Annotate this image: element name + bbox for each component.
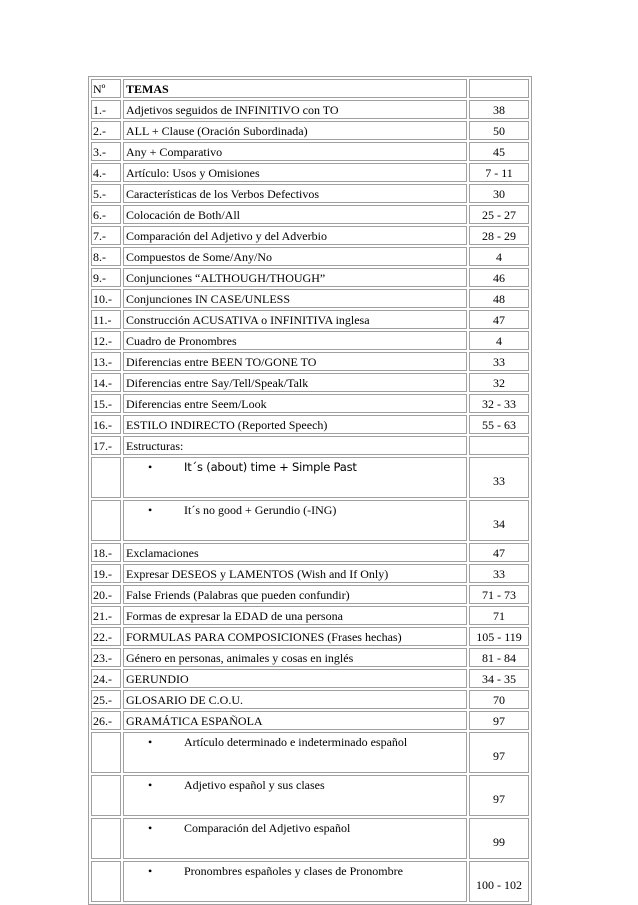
- row-number: 25.-: [91, 690, 121, 709]
- sub-row-topic-cell: [123, 457, 467, 498]
- row-pages: 97: [469, 711, 529, 730]
- row-pages: 4: [469, 247, 529, 266]
- row-number: 10.-: [91, 289, 121, 308]
- sub-row: [91, 457, 529, 498]
- row-number: 9.-: [91, 268, 121, 287]
- header-topic: TEMAS: [123, 79, 467, 98]
- sub-row-topic-cell: [123, 818, 467, 859]
- row-number: 2.-: [91, 121, 121, 140]
- row-number: 19.-: [91, 564, 121, 583]
- row-number: 12.-: [91, 331, 121, 350]
- row-number: 17.-: [91, 436, 121, 455]
- row-topic: ALL + Clause (Oración Subordinada): [123, 121, 467, 140]
- row-number: 5.-: [91, 184, 121, 203]
- row-topic: Comparación del Adjetivo y del Adverbio: [123, 226, 467, 245]
- header-pages: [469, 79, 529, 98]
- header-row: [91, 79, 529, 98]
- row-pages: 38: [469, 100, 529, 119]
- row-pages: 7 - 11: [469, 163, 529, 182]
- table-row: [91, 226, 529, 245]
- sub-row-topic-cell: [123, 861, 467, 902]
- index-table: [88, 76, 532, 905]
- bullet-icon: •: [148, 460, 153, 474]
- table-row: [91, 268, 529, 287]
- bullet-icon: •: [148, 503, 153, 517]
- bullet-icon: •: [148, 735, 153, 749]
- row-number: 3.-: [91, 142, 121, 161]
- row-topic: Diferencias entre Seem/Look: [123, 394, 467, 413]
- row-topic: False Friends (Palabras que pueden confundir): [123, 585, 467, 604]
- sub-row-number-cell: [91, 775, 121, 816]
- bullet-item: [126, 778, 464, 792]
- sub-row-topic: Comparación del Adjetivo español: [184, 821, 351, 835]
- row-pages: 47: [469, 543, 529, 562]
- table-row: [91, 543, 529, 562]
- sub-row-topic-cell: [123, 732, 467, 773]
- table-row: [91, 289, 529, 308]
- table-row: [91, 100, 529, 119]
- sub-row-pages: 100 - 102: [469, 861, 529, 902]
- sub-row-topic: Artículo determinado e indeterminado español: [184, 735, 408, 749]
- row-topic: Construcción ACUSATIVA o INFINITIVA inglesa: [123, 310, 467, 329]
- row-number: 22.-: [91, 627, 121, 646]
- row-pages: 46: [469, 268, 529, 287]
- table-row: [91, 121, 529, 140]
- table-row: [91, 711, 529, 730]
- row-number: 8.-: [91, 247, 121, 266]
- row-topic: Formas de expresar la EDAD de una persona: [123, 606, 467, 625]
- document-page: [88, 76, 526, 905]
- row-topic: Características de los Verbos Defectivos: [123, 184, 467, 203]
- table-row: [91, 585, 529, 604]
- bullet-icon: •: [148, 864, 153, 878]
- table-row: [91, 331, 529, 350]
- row-topic: Artículo: Usos y Omisiones: [123, 163, 467, 182]
- row-pages: 34 - 35: [469, 669, 529, 688]
- bullet-item: [126, 460, 464, 474]
- table-row: [91, 205, 529, 224]
- index-rows: [91, 100, 529, 902]
- table-row: [91, 669, 529, 688]
- row-topic: FORMULAS PARA COMPOSICIONES (Frases hechas): [123, 627, 467, 646]
- row-number: 18.-: [91, 543, 121, 562]
- row-number: 14.-: [91, 373, 121, 392]
- row-topic: Colocación de Both/All: [123, 205, 467, 224]
- sub-row-topic: It´s no good + Gerundio (-ING): [184, 503, 337, 517]
- sub-row-pages: 97: [469, 732, 529, 773]
- sub-row-topic: Pronombres españoles y clases de Pronombre: [184, 864, 403, 878]
- row-topic: Adjetivos seguidos de INFINITIVO con TO: [123, 100, 467, 119]
- table-row: [91, 184, 529, 203]
- table-row: [91, 310, 529, 329]
- bullet-icon: •: [148, 821, 153, 835]
- row-topic: Cuadro de Pronombres: [123, 331, 467, 350]
- bullet-item: [126, 864, 464, 878]
- sub-row-pages: 33: [469, 457, 529, 498]
- row-pages: 45: [469, 142, 529, 161]
- sub-row: [91, 861, 529, 902]
- table-row: [91, 163, 529, 182]
- bullet-icon: •: [148, 778, 153, 792]
- sub-row: [91, 500, 529, 541]
- table-row: [91, 247, 529, 266]
- row-topic: Diferencias entre Say/Tell/Speak/Talk: [123, 373, 467, 392]
- row-topic: Exclamaciones: [123, 543, 467, 562]
- row-pages: 81 - 84: [469, 648, 529, 667]
- row-pages: 48: [469, 289, 529, 308]
- row-number: 11.-: [91, 310, 121, 329]
- header-num: Nº: [91, 79, 121, 98]
- row-pages: 28 - 29: [469, 226, 529, 245]
- row-pages: 71 - 73: [469, 585, 529, 604]
- row-pages: 105 - 119: [469, 627, 529, 646]
- sub-row: [91, 818, 529, 859]
- row-topic: Expresar DESEOS y LAMENTOS (Wish and If Only): [123, 564, 467, 583]
- row-pages: 25 - 27: [469, 205, 529, 224]
- row-topic: ESTILO INDIRECTO (Reported Speech): [123, 415, 467, 434]
- row-number: 23.-: [91, 648, 121, 667]
- sub-row-number-cell: [91, 500, 121, 541]
- sub-row-number-cell: [91, 818, 121, 859]
- sub-row-topic: Adjetivo español y sus clases: [184, 778, 325, 792]
- sub-row: [91, 732, 529, 773]
- table-row: [91, 648, 529, 667]
- row-pages: 33: [469, 564, 529, 583]
- sub-row-number-cell: [91, 861, 121, 902]
- table-row: [91, 606, 529, 625]
- row-pages: 33: [469, 352, 529, 371]
- row-number: 20.-: [91, 585, 121, 604]
- bullet-item: [126, 503, 464, 517]
- table-row: [91, 373, 529, 392]
- sub-row-topic: It´s (about) time + Simple Past: [184, 460, 357, 474]
- table-row: [91, 142, 529, 161]
- table-row: [91, 394, 529, 413]
- table-row: [91, 436, 529, 455]
- row-topic: Conjunciones IN CASE/UNLESS: [123, 289, 467, 308]
- row-topic: Estructuras:: [123, 436, 467, 455]
- row-number: 7.-: [91, 226, 121, 245]
- row-number: 1.-: [91, 100, 121, 119]
- row-topic: GRAMÁTICA ESPAÑOLA: [123, 711, 467, 730]
- row-pages: 70: [469, 690, 529, 709]
- row-topic: Género en personas, animales y cosas en inglés: [123, 648, 467, 667]
- row-pages: [469, 436, 529, 455]
- row-number: 24.-: [91, 669, 121, 688]
- row-topic: GLOSARIO DE C.O.U.: [123, 690, 467, 709]
- row-number: 15.-: [91, 394, 121, 413]
- row-topic: Any + Comparativo: [123, 142, 467, 161]
- row-pages: 71: [469, 606, 529, 625]
- bullet-item: [126, 821, 464, 835]
- table-row: [91, 415, 529, 434]
- table-row: [91, 352, 529, 371]
- row-pages: 32: [469, 373, 529, 392]
- sub-row-pages: 34: [469, 500, 529, 541]
- row-pages: 47: [469, 310, 529, 329]
- bullet-item: [126, 735, 464, 749]
- sub-row-number-cell: [91, 457, 121, 498]
- row-topic: Conjunciones “ALTHOUGH/THOUGH”: [123, 268, 467, 287]
- row-number: 6.-: [91, 205, 121, 224]
- row-number: 21.-: [91, 606, 121, 625]
- row-number: 16.-: [91, 415, 121, 434]
- row-pages: 4: [469, 331, 529, 350]
- row-pages: 55 - 63: [469, 415, 529, 434]
- table-row: [91, 627, 529, 646]
- sub-row-pages: 97: [469, 775, 529, 816]
- table-row: [91, 690, 529, 709]
- row-number: 13.-: [91, 352, 121, 371]
- row-topic: Diferencias entre BEEN TO/GONE TO: [123, 352, 467, 371]
- sub-row-pages: 99: [469, 818, 529, 859]
- row-pages: 50: [469, 121, 529, 140]
- sub-row-number-cell: [91, 732, 121, 773]
- row-number: 4.-: [91, 163, 121, 182]
- sub-row-topic-cell: [123, 775, 467, 816]
- row-topic: Compuestos de Some/Any/No: [123, 247, 467, 266]
- sub-row-topic-cell: [123, 500, 467, 541]
- row-number: 26.-: [91, 711, 121, 730]
- row-topic: GERUNDIO: [123, 669, 467, 688]
- row-pages: 30: [469, 184, 529, 203]
- table-row: [91, 564, 529, 583]
- row-pages: 32 - 33: [469, 394, 529, 413]
- sub-row: [91, 775, 529, 816]
